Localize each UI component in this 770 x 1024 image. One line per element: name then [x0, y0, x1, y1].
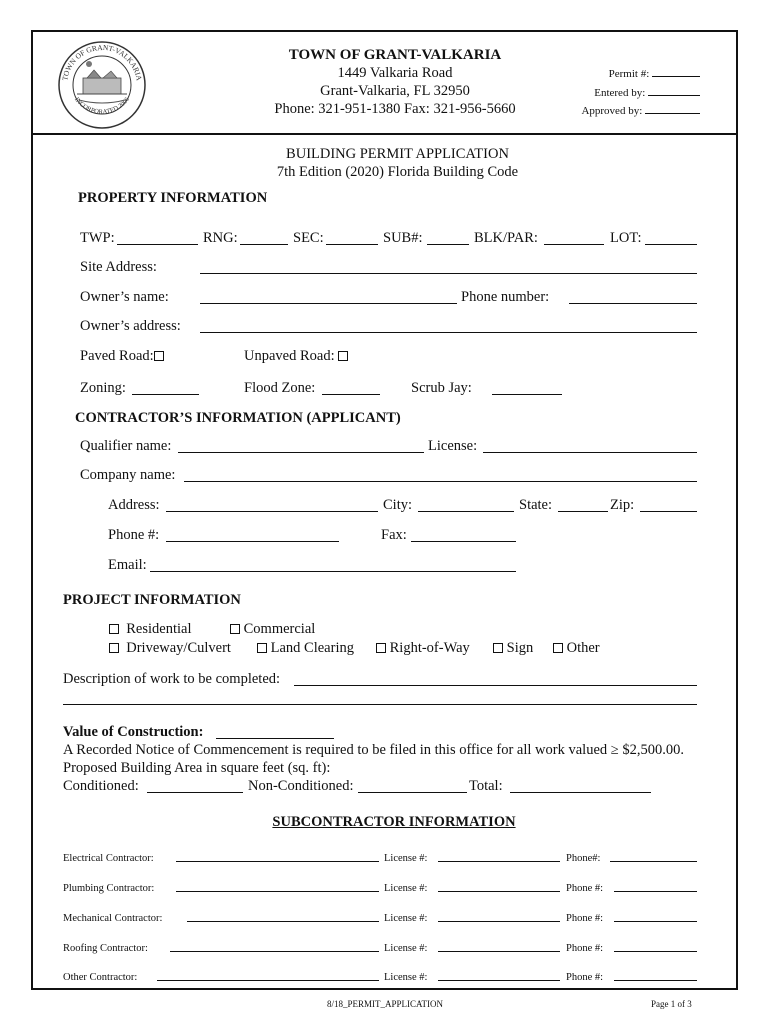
roofing-phone-label: Phone #: [566, 943, 604, 954]
scrub-jay-label: Scrub Jay: [411, 380, 472, 396]
paved-road-checkbox[interactable] [154, 351, 164, 361]
approved-by-label: Approved by: [581, 105, 643, 117]
electrical-license-label: License #: [384, 853, 428, 864]
zip-field[interactable] [640, 511, 697, 512]
svg-text:INCORPORATED 2006: INCORPORATED 2006 [73, 96, 131, 116]
lot-label: LOT: [610, 230, 642, 246]
town-name: TOWN OF GRANT-VALKARIA [288, 47, 502, 63]
license-label: License: [428, 438, 478, 454]
conditioned-field[interactable] [147, 792, 243, 793]
state-label: State: [519, 497, 553, 513]
residential-option[interactable] [109, 621, 192, 638]
site-address-label: Site Address: [80, 259, 157, 275]
entered-by-field[interactable] [594, 87, 700, 99]
town-phone-fax: Phone: 321-951-1380 Fax: 321-956-5660 [274, 101, 516, 117]
owner-address-label: Owner’s address: [80, 318, 181, 334]
sign-label: Sign [506, 640, 534, 656]
driveway-checkbox[interactable] [109, 643, 119, 653]
commercial-checkbox[interactable] [230, 624, 240, 634]
plumbing-phone-field[interactable] [614, 891, 697, 892]
roofing-phone-field[interactable] [614, 951, 697, 952]
town-address-line2: Grant-Valkaria, FL 32950 [320, 83, 470, 99]
flood-zone-label: Flood Zone: [244, 380, 316, 396]
fax-field[interactable] [411, 541, 516, 542]
qualifier-name-field[interactable] [178, 452, 424, 453]
form-subtitle: 7th Edition (2020) Florida Building Code [276, 164, 519, 180]
flood-zone-field[interactable] [322, 394, 380, 395]
blk-par-field[interactable] [544, 244, 604, 245]
owner-phone-label: Phone number: [461, 289, 550, 305]
right-of-way-checkbox[interactable] [376, 643, 386, 653]
mechanical-contractor-label: Mechanical Contractor: [63, 913, 163, 924]
owner-name-field[interactable] [200, 303, 457, 304]
other-phone-field[interactable] [614, 980, 697, 981]
town-address-line1: 1449 Valkaria Road [337, 65, 453, 81]
non-conditioned-label: Non-Conditioned: [248, 778, 354, 794]
driveway-option[interactable] [109, 640, 231, 657]
blk-par-label: BLK/PAR: [474, 230, 538, 246]
mechanical-license-label: License #: [384, 913, 428, 924]
svg-text:TOWN OF GRANT-VALKARIA: TOWN OF GRANT-VALKARIA [60, 42, 144, 82]
approved-by-field[interactable] [581, 105, 700, 117]
other-license-label: License #: [384, 972, 428, 983]
mechanical-license-field[interactable] [438, 921, 560, 922]
email-field[interactable] [150, 571, 516, 572]
rng-label: RNG: [203, 230, 238, 246]
land-clearing-checkbox[interactable] [257, 643, 267, 653]
sign-checkbox[interactable] [493, 643, 503, 653]
electrical-contractor-label: Electrical Contractor: [63, 853, 154, 864]
twp-label: TWP: [80, 230, 115, 246]
other-checkbox[interactable] [553, 643, 563, 653]
sub-field[interactable] [427, 244, 469, 245]
total-label: Total: [469, 778, 503, 794]
scrub-jay-field[interactable] [492, 394, 562, 395]
commercial-label: Commercial [243, 621, 316, 637]
other-contractor-field[interactable] [157, 980, 379, 981]
zoning-field[interactable] [132, 394, 199, 395]
zoning-label: Zoning: [80, 380, 126, 396]
total-field[interactable] [510, 792, 651, 793]
residential-checkbox[interactable] [109, 624, 119, 634]
subcontractor-heading: SUBCONTRACTOR INFORMATION [272, 814, 516, 830]
land-clearing-label: Land Clearing [270, 640, 354, 656]
city-label: City: [383, 497, 413, 513]
sign-option[interactable] [493, 640, 533, 657]
entered-by-label: Entered by: [594, 87, 646, 99]
city-field[interactable] [418, 511, 514, 512]
sub-label: SUB#: [383, 230, 423, 246]
twp-field[interactable] [117, 244, 198, 245]
contractor-phone-field[interactable] [166, 541, 339, 542]
proposed-area-label: Proposed Building Area in square feet (sq. ft): [63, 760, 331, 776]
roofing-license-label: License #: [384, 943, 428, 954]
other-phone-label: Phone #: [566, 972, 604, 983]
commercial-option[interactable] [230, 621, 315, 638]
owner-phone-field[interactable] [569, 303, 697, 304]
mechanical-contractor-field[interactable] [187, 921, 379, 922]
value-of-construction-field[interactable] [216, 738, 334, 739]
town-seal-logo [57, 40, 147, 130]
electrical-phone-label: Phone#: [566, 853, 601, 864]
right-of-way-label: Right-of-Way [389, 640, 470, 656]
license-field[interactable] [483, 452, 697, 453]
owner-address-field[interactable] [200, 332, 697, 333]
header-divider [31, 133, 738, 135]
company-name-label: Company name: [80, 467, 176, 483]
plumbing-license-label: License #: [384, 883, 428, 894]
qualifier-name-label: Qualifier name: [80, 438, 172, 454]
lot-field[interactable] [645, 244, 697, 245]
contractor-address-label: Address: [108, 497, 160, 513]
rng-field[interactable] [240, 244, 288, 245]
contractor-info-heading: CONTRACTOR’S INFORMATION (APPLICANT) [75, 410, 401, 426]
conditioned-label: Conditioned: [63, 778, 139, 794]
residential-label: Residential [126, 621, 192, 637]
roofing-contractor-field[interactable] [170, 951, 379, 952]
sec-field[interactable] [326, 244, 378, 245]
plumbing-license-field[interactable] [438, 891, 560, 892]
work-description-field-line2[interactable] [63, 704, 697, 705]
other-license-field[interactable] [438, 980, 560, 981]
roofing-license-field[interactable] [438, 951, 560, 952]
page-number: Page 1 of 3 [651, 999, 692, 1009]
email-label: Email: [108, 557, 147, 573]
unpaved-road-checkbox[interactable] [338, 351, 348, 361]
paved-road-option[interactable] [80, 348, 164, 365]
non-conditioned-field[interactable] [358, 792, 467, 793]
owner-name-label: Owner’s name: [80, 289, 169, 305]
right-of-way-option[interactable] [376, 640, 470, 657]
roofing-contractor-label: Roofing Contractor: [63, 943, 148, 954]
unpaved-road-option[interactable] [244, 348, 348, 365]
other-option[interactable] [553, 640, 600, 657]
form-title: BUILDING PERMIT APPLICATION [286, 146, 509, 162]
plumbing-contractor-label: Plumbing Contractor: [63, 883, 155, 894]
mechanical-phone-field[interactable] [614, 921, 697, 922]
site-address-field[interactable] [200, 273, 697, 274]
project-info-heading: PROJECT INFORMATION [63, 592, 241, 608]
work-description-label: Description of work to be completed: [63, 671, 281, 687]
permit-number-label: Permit #: [608, 68, 650, 80]
unpaved-road-label: Unpaved Road: [244, 348, 335, 364]
notice-of-commencement-text: A Recorded Notice of Commencement is required to be filed in this office for all work valued ≥ $2,500.00. [63, 742, 684, 758]
form-code: 8/18_PERMIT_APPLICATION [326, 999, 443, 1009]
other-contractor-label: Other Contractor: [63, 972, 138, 983]
property-info-heading: PROPERTY INFORMATION [78, 190, 268, 206]
mechanical-phone-label: Phone #: [566, 913, 604, 924]
contractor-phone-label: Phone #: [108, 527, 160, 543]
plumbing-contractor-field[interactable] [176, 891, 379, 892]
contractor-address-field[interactable] [166, 511, 378, 512]
permit-number-field[interactable] [609, 68, 700, 80]
company-name-field[interactable] [184, 481, 697, 482]
plumbing-phone-label: Phone #: [566, 883, 604, 894]
electrical-phone-field[interactable] [610, 861, 697, 862]
paved-road-label: Paved Road: [80, 348, 154, 364]
driveway-label: Driveway/Culvert [126, 640, 231, 656]
zip-label: Zip: [610, 497, 635, 513]
work-description-field[interactable] [294, 685, 697, 686]
sec-label: SEC: [293, 230, 324, 246]
electrical-license-field[interactable] [438, 861, 560, 862]
fax-label: Fax: [381, 527, 407, 543]
other-label: Other [566, 640, 600, 656]
land-clearing-option[interactable] [257, 640, 354, 657]
value-of-construction-label: Value of Construction: [63, 724, 204, 740]
electrical-contractor-field[interactable] [176, 861, 379, 862]
state-field[interactable] [558, 511, 608, 512]
